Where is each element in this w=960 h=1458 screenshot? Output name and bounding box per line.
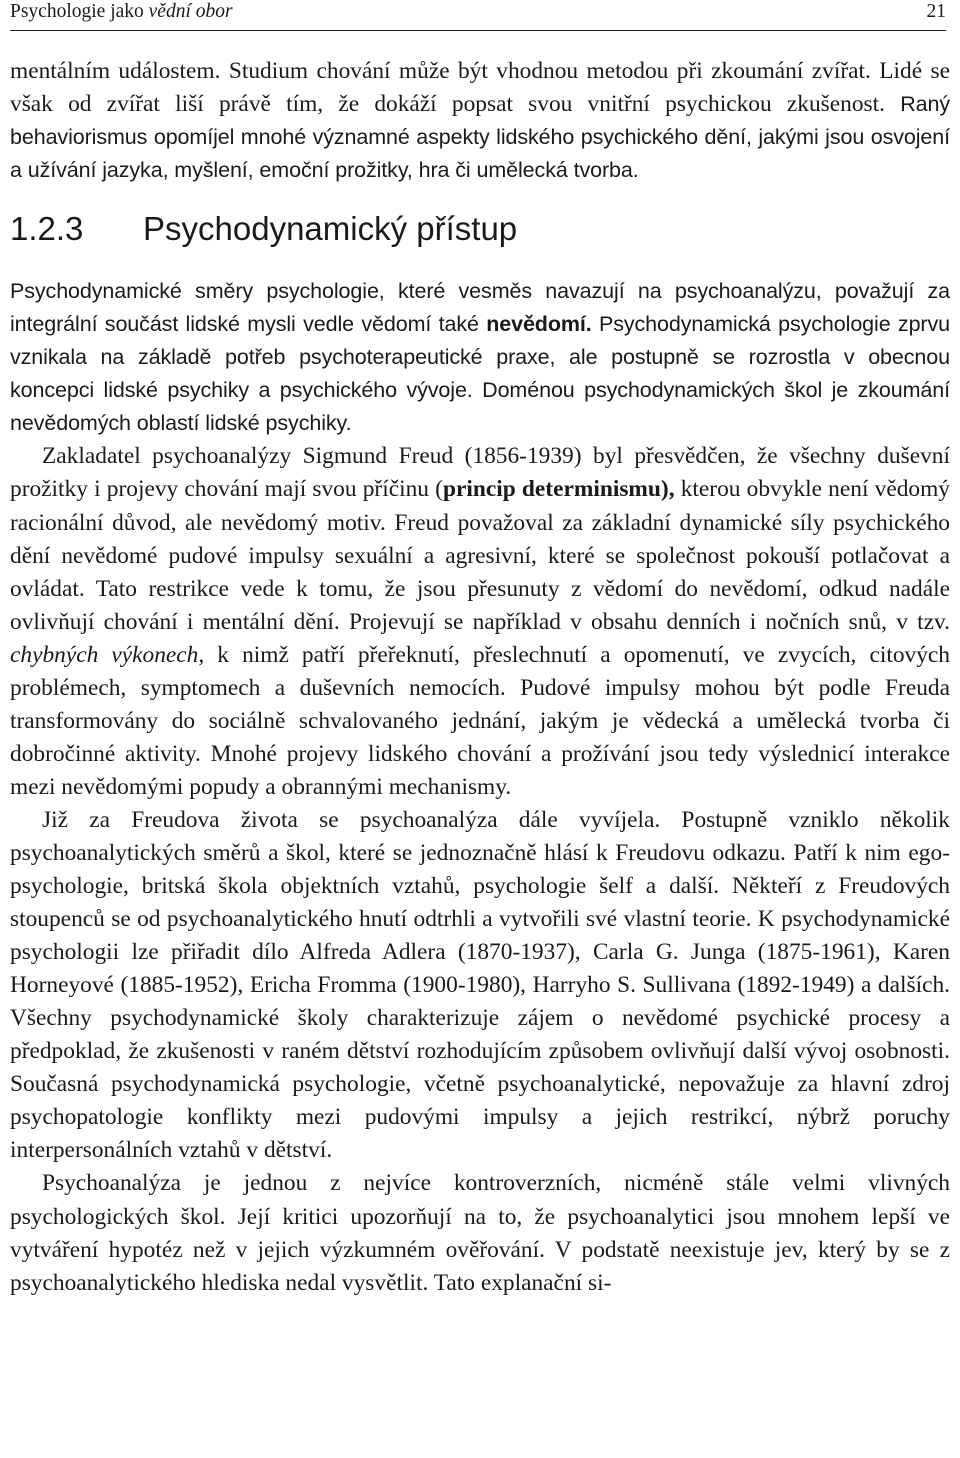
section-heading [10, 209, 950, 249]
paragraph-4: Psychoanalýza je jednou z nejvíce kontroverzních, nicméně stále velmi vlivných psychologických škol. Její kritici upozorňují na to, že psychoanalytici jsou mnohem lepší ve vytváření hypotéz než v jejich výzkumném ověřování. V podstatě neexistuje jev, který by se z psychoanalytického hlediska nedal vysvětlit. Tato explanační si- [10, 1170, 950, 1296]
running-title: Psychologie jako vědní obor [10, 1, 233, 22]
section-number: 1.2.3 [10, 210, 84, 248]
page-number: 21 [926, 1, 946, 22]
paragraph-3: Již za Freudova života se psychoanalýza dále vyvíjela. Postupně vzniklo několik psychoanalytických směrů a škol, které se jednoznačně hlásí k Freudovu odkazu. Patří k nim ego-psychologie, britská škola objektních vztahů, psychologie šelf a další. Někteří z Freudových stoupenců se od psychoanalytického hnutí odtrhli a vytvořili své vlastní teorie. K psychodynamické psychologii lze přiřadit dílo Alfreda Adlera (1870-1937), Carla G. Junga (1875-1961), Karen Horneyové (1885-1952), Ericha Fromma (1900-1980), Harryho S. Sullivana (1892-1949) a dalších. Všechny psychodynamické školy charakterizuje zájem o nevědomé psychické procesy a předpoklad, že zkušenosti v raném dětství rozhodujícím způsobem ovlivňují další vývoj osobnosti. Současná psychodynamická psychologie, včetně psychoanalytické, nepovažuje za hlavní zdroj psychopatologie konflikty mezi pudovými impulsy a jejich restrikcí, nýbrž poruchy interpersonálních vztahů v dětství. [10, 806, 950, 1164]
body-text [10, 55, 950, 1300]
section-title: Psychodynamický přístup [143, 210, 518, 248]
running-header [10, 0, 946, 31]
term-chybne-vykony: chybných výkonech, [10, 641, 205, 668]
intro-serif-text: mentálním událostem. Studium chování může být vhodnou metodou při zkoumání zvířat. Lidé se však od zvířat liší právě tím, že dokáží popsat svou vnitřní psychickou zkušenost. [10, 58, 950, 118]
paragraph-1: Psychodynamické směry psychologie, které vesměs navazují na psychoanalýzu, považují za integrální součást lidské mysli vedle vědomí také nevědomí. Psychodynamická psychologie zprvu vznikala na základě potřeb psychoterapeutické praxe, ale postupně se rozrostla v obecnou koncepci lidské psychiky a psychického vývoje. Doménou psychodynamických škol je zkoumání nevědomých oblastí lidské psychiky. [10, 279, 950, 436]
term-nevedomi: nevědomí. [486, 312, 592, 337]
paragraph-2: Zakladatel psychoanalýzy Sigmund Freud (1856-1939) byl přesvědčen, že všechny duševní prožitky i projevy chování mají svou příčinu (princip determinismu), kterou obvykle není vědomý racionální důvod, ale nevědomý motiv. Freud považoval za základní dynamické síly psychického dění nevědomé pudové impulsy sexuální a agresivní, které se společnost pokouší potlačovat a ovládat. Tato restrikce vede k tomu, že jsou přesunuty z vědomí do nevědomí, odkud nadále ovlivňují chování i mentální dění. Projevují se například v obsahu denních i nočních snů, v tzv. chybných výkonech, k nimž patří přeřeknutí, přeslechnutí a opomenutí, ve zvycích, citových problémech, symptomech a duševních nemocích. Pudové impulsy mohou být podle Freuda transformovány do sociálně schvalovaného jednání, jakým je vědecká a umělecká tvorba či dobročinné aktivity. Mnohé projevy lidského chování a prožívání jsou tedy výslednicí interakce mezi nevědomými popudy a obrannými mechanismy. [10, 443, 951, 800]
running-title-italic: vědní obor [148, 1, 233, 22]
term-princip-determinismu: princip determinismu), [442, 476, 675, 503]
intro-paragraph [10, 55, 950, 187]
intro-sans-text: Raný behaviorismus opomíjel mnohé významné aspekty lidského psychického dění, jakými jsou osvojení a užívání jazyka, myšlení, emoční prožitky, hra či umělecká tvorba. [10, 92, 950, 183]
